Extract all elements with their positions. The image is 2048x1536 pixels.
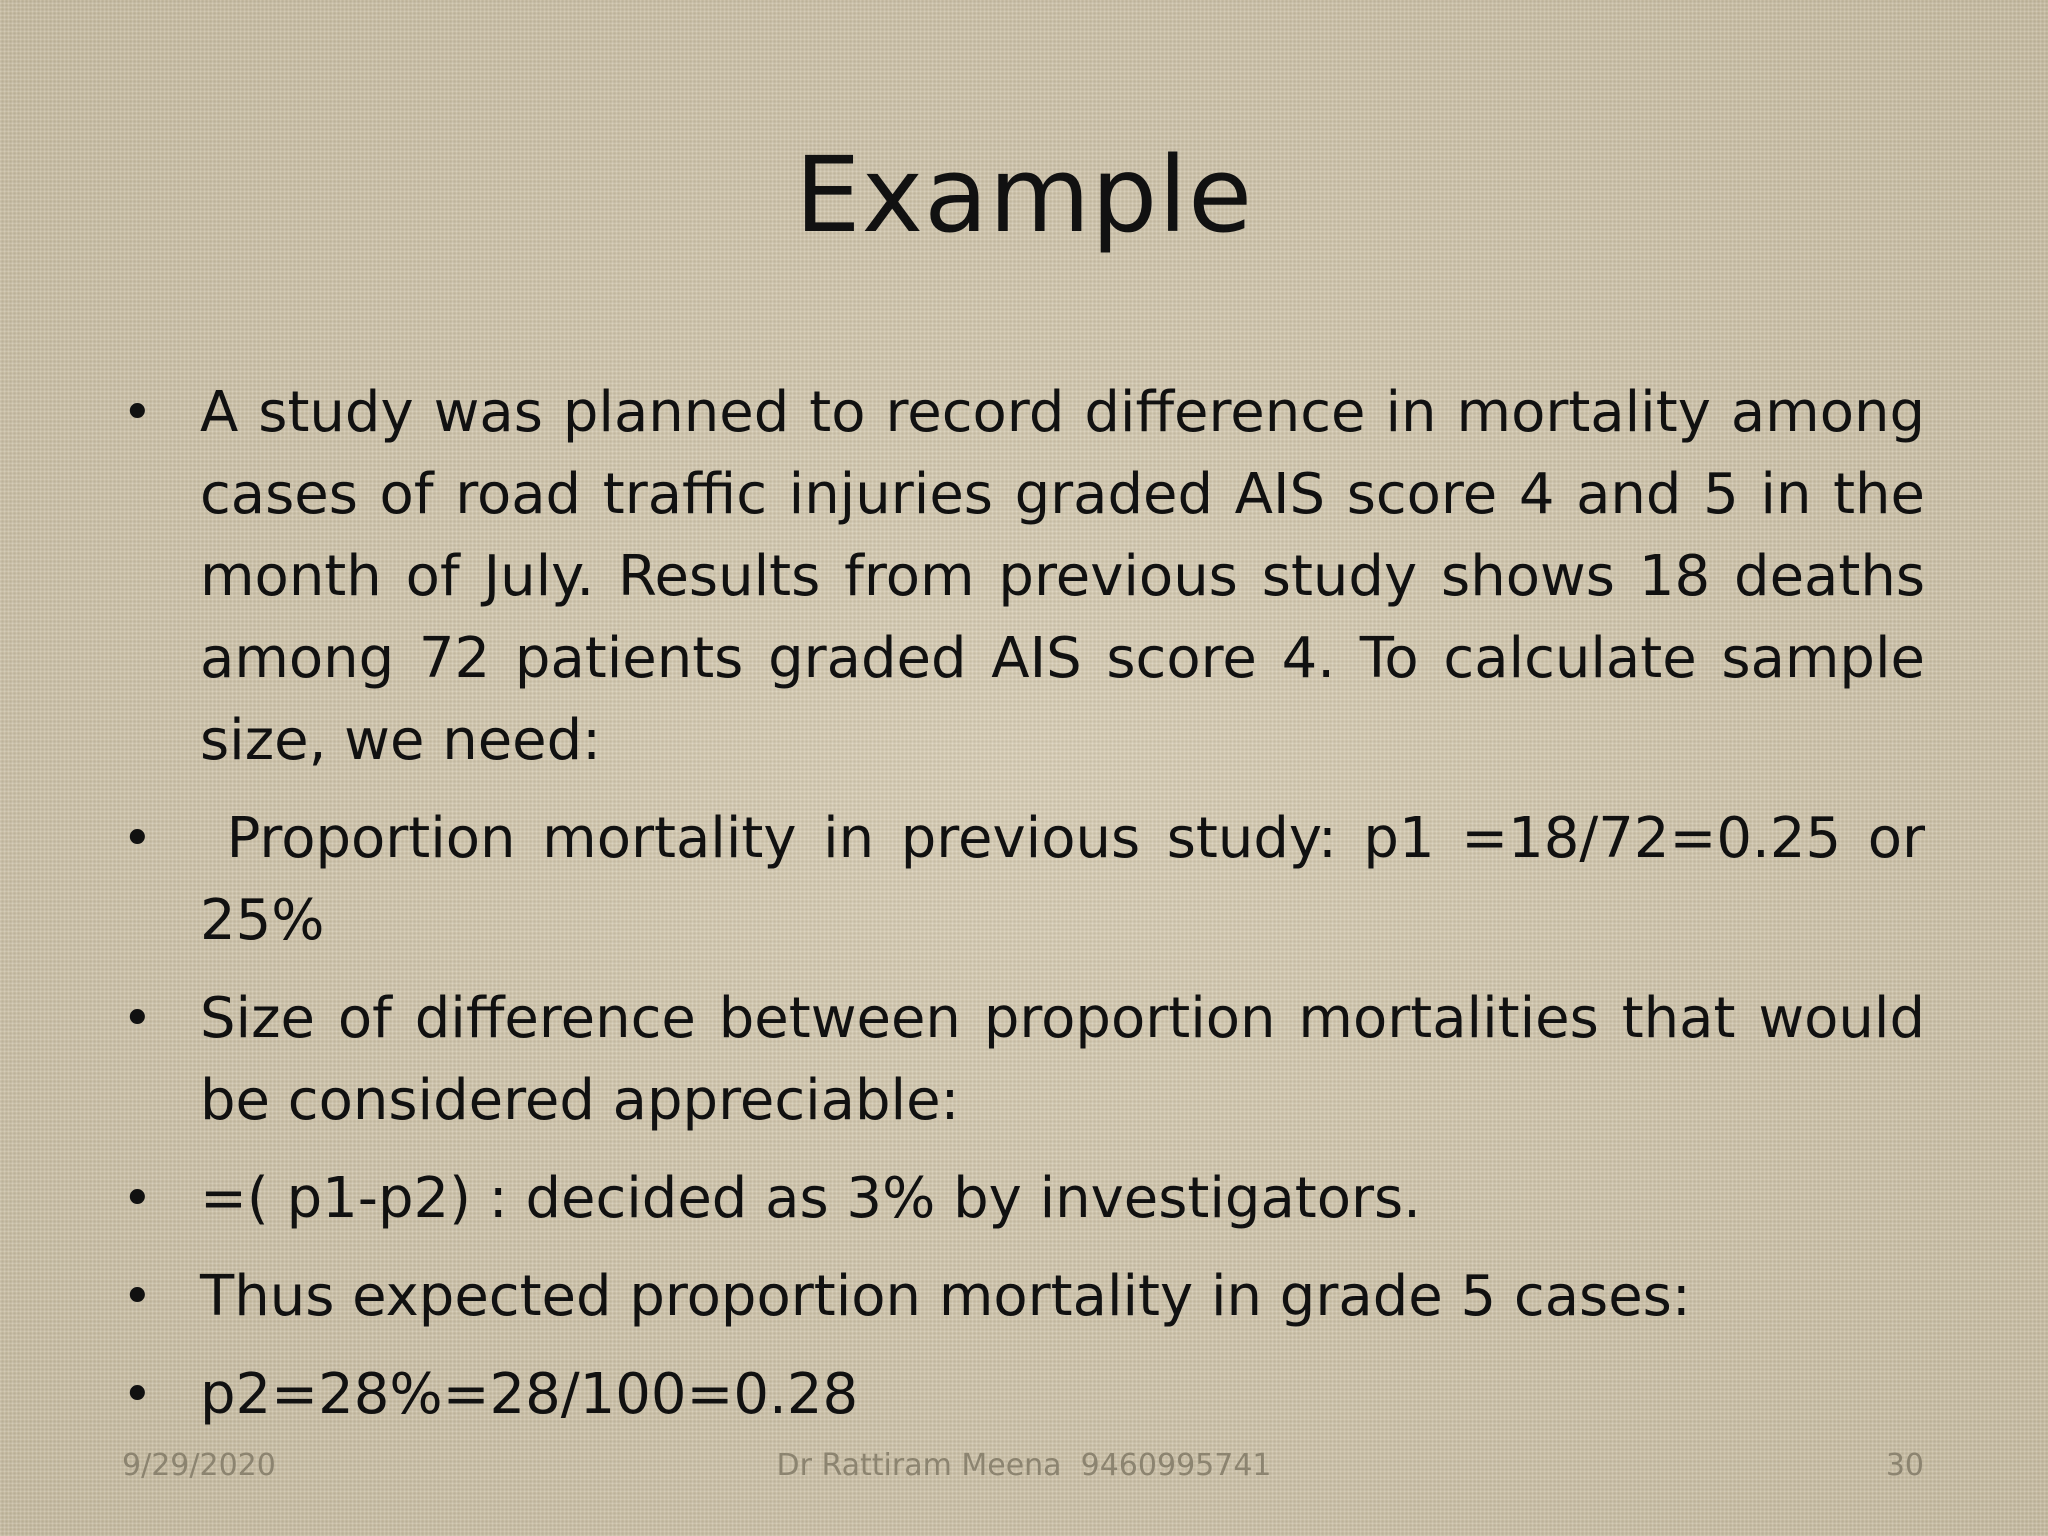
bullet-text: Thus expected proportion mortality in grade 5 cases:: [200, 1264, 1691, 1329]
bullet-dot-icon: •: [122, 1365, 153, 1425]
bullet-list: [120, 372, 1943, 1452]
footer-date: 9/29/2020: [122, 1448, 276, 1483]
bullet-item: [120, 372, 1925, 782]
bullet-text: Size of difference between proportion mortalities that would be considered appreciable:: [200, 986, 1925, 1133]
footer-page-number: 30: [1885, 1448, 1924, 1483]
bullet-dot-icon: •: [122, 383, 153, 443]
bullet-text: p2=28%=28/100=0.28: [200, 1362, 859, 1427]
footer-author: Dr Rattiram Meena 9460995741: [776, 1448, 1272, 1483]
bullet-item: [120, 978, 1925, 1142]
bullet-item: [120, 1354, 1925, 1436]
bullet-dot-icon: •: [122, 809, 153, 869]
bullet-text: =( p1-p2) : decided as 3% by investigators.: [200, 1166, 1421, 1231]
bullet-dot-icon: •: [122, 1169, 153, 1229]
bullet-item: [120, 798, 1943, 962]
bullet-item: [120, 1158, 1925, 1240]
bullet-dot-icon: •: [122, 989, 153, 1049]
bullet-text: Proportion mortality in previous study: p1 =18/72=0.25 or 25%: [200, 806, 1943, 953]
bullet-text: A study was planned to record difference in mortality among cases of road traffic injuries graded AIS score 4 and 5 in the month of July. Results from previous study shows 18 deaths among 72 patients graded AIS score 4. To calculate sample size, we need:: [200, 380, 1925, 773]
bullet-dot-icon: •: [122, 1267, 153, 1327]
slide-title: Example: [794, 134, 1254, 256]
bullet-item: [120, 1256, 1925, 1338]
